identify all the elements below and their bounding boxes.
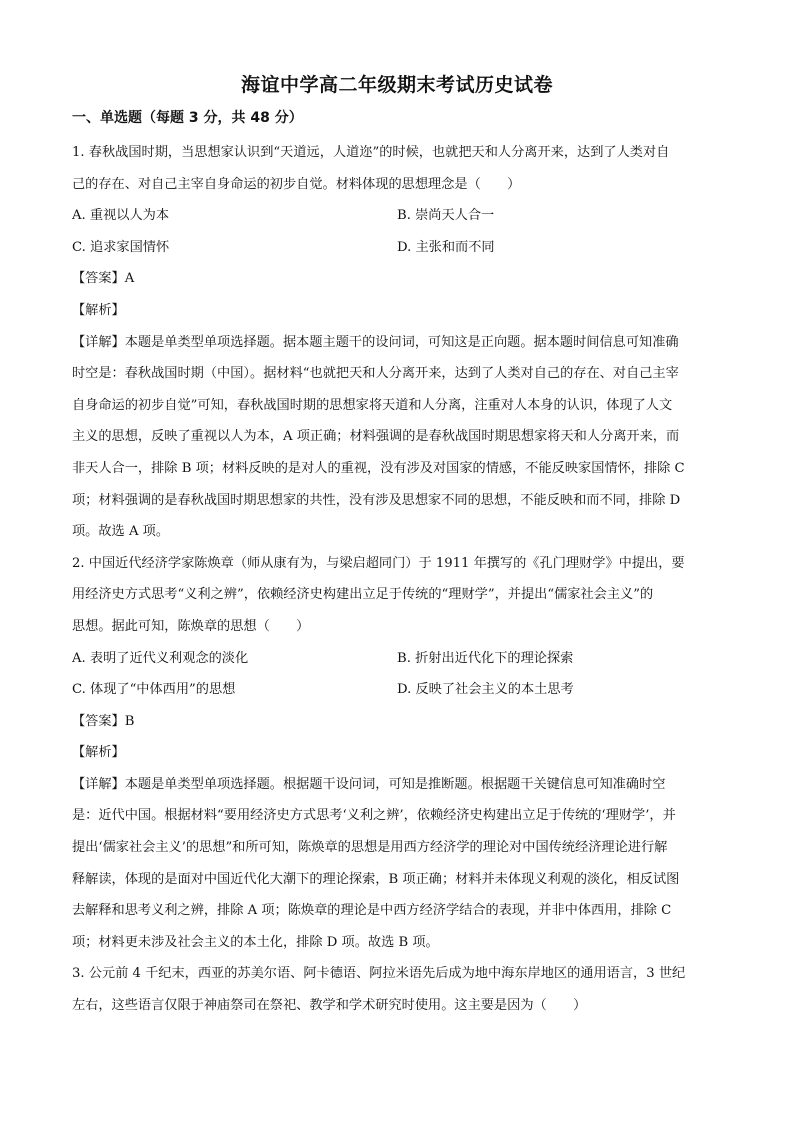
detail-line: 释解读，体现的是面对中国近代化大潮下的理论探索，B 项正确；材料并未体现义利观的淡化，相反试图 bbox=[72, 871, 680, 887]
option-d: D. 主张和而不同 bbox=[397, 239, 495, 255]
question-1 bbox=[72, 137, 722, 548]
detail-line: 【详解】本题是单类型单项选择题。根据题干设问词，可知是推断题。根据题干关键信息可知准确时空 bbox=[72, 776, 666, 792]
option-d: D. 反映了社会主义的本土思考 bbox=[397, 682, 574, 698]
question-2-stem-line: 用经济史方式思考“义利之辨”，依赖经济史构建出立足于传统的“理财学”，并提出“儒家社会主义”的 bbox=[72, 587, 654, 603]
option-b: B. 崇尚天人合一 bbox=[397, 208, 495, 224]
answer-line: 【答案】A bbox=[72, 271, 135, 287]
question-1-stem-line: 1. 春秋战国时期，当思想家认识到“天道远，人道迩”的时候，也就把天和人分离开来，达到了人类对自 bbox=[72, 145, 670, 160]
detail-line: 【详解】本题是单类型单项选择题。据本题主题干的设问词，可知这是正向题。据本题时间信息可知准确 bbox=[72, 334, 679, 350]
question-1-options-row bbox=[72, 232, 722, 264]
option-c: C. 体现了“中体西用”的思想 bbox=[72, 682, 236, 698]
option-a: A. 重视以人为本 bbox=[72, 208, 170, 224]
analysis-label: 【解析】 bbox=[72, 745, 125, 761]
question-3-stem-line: 3. 公元前 4 千纪末，西亚的苏美尔语、阿卡德语、阿拉米语先后成为地中海东岸地区的通用语言，3 世纪 bbox=[72, 966, 686, 982]
question-2-stem-line: 2. 中国近代经济学家陈焕章（师从康有为，与梁启超同门）于 1911 年撰写的《孔门理财学》中提出，要 bbox=[72, 555, 685, 571]
analysis-label: 【解析】 bbox=[72, 302, 125, 318]
question-2-options-row bbox=[72, 674, 722, 706]
detail-line: 非天人合一，排除 B 项；材料反映的是对人的重视，没有涉及对国家的情感，不能反映家国情怀，排除 C bbox=[72, 460, 685, 476]
section-heading: 一、单选题（每题 3 分，共 48 分） bbox=[72, 110, 303, 126]
option-a: A. 表明了近代义利观念的淡化 bbox=[72, 650, 249, 666]
question-2-options-row bbox=[72, 643, 722, 675]
question-2 bbox=[72, 548, 722, 959]
question-1-stem-line: 己的存在、对自己主宰自身命运的初步自觉。材料体现的思想理念是（ ） bbox=[72, 176, 521, 192]
detail-line: 提出‘儒家社会主义’的思想”和所可知，陈焕章的思想是用西方经济学的理论对中国传统经济理论进行解 bbox=[72, 840, 668, 856]
answer-line: 【答案】B bbox=[72, 713, 135, 729]
option-b: B. 折射出近代化下的理论探索 bbox=[397, 650, 574, 666]
detail-line: 主义的思想，反映了重视以人为本，A 项正确；材料强调的是春秋战国时期思想家将天和人分离开来，而 bbox=[72, 429, 680, 445]
detail-line: 项。故选 A 项。 bbox=[72, 524, 170, 540]
detail-line: 项；材料强调的是春秋战国时期思想家的共性，没有涉及思想家不同的思想，不能反映和而不同，排除 D bbox=[72, 492, 681, 508]
page-title: 海谊中学高二年级期末考试历史试卷 bbox=[240, 74, 553, 96]
content bbox=[72, 137, 722, 1022]
detail-line: 时空是：春秋战国时期（中国）。据材料“也就把天和人分离开来，达到了人类对自己的存在、对自己主宰 bbox=[72, 366, 679, 382]
detail-line: 是：近代中国。根据材料“要用经济史方式思考‘义利之辨’，依赖经济史构建出立足于传统的‘理财学’，并 bbox=[72, 808, 676, 824]
detail-line: 自身命运的初步自觉”可知，春秋战国时期的思想家将天道和人分离，注重对人本身的认识，体现了人文 bbox=[72, 397, 673, 413]
question-1-options-row bbox=[72, 200, 722, 232]
detail-line: 项；材料更未涉及社会主义的本土化，排除 D 项。故选 B 项。 bbox=[72, 934, 439, 950]
question-2-stem-line: 思想。据此可知，陈焕章的思想（ ） bbox=[72, 618, 310, 634]
question-3 bbox=[72, 958, 722, 1021]
question-3-stem-line: 左右，这些语言仅限于神庙祭司在祭祀、教学和学术研究时使用。这主要是因为（ ） bbox=[72, 998, 587, 1014]
option-c: C. 追求家国情怀 bbox=[72, 239, 170, 255]
detail-line: 去解释和思考义利之辨，排除 A 项；陈焕章的理论是中西方经济学结合的表现，并非中体西用，排除 C bbox=[72, 903, 672, 919]
